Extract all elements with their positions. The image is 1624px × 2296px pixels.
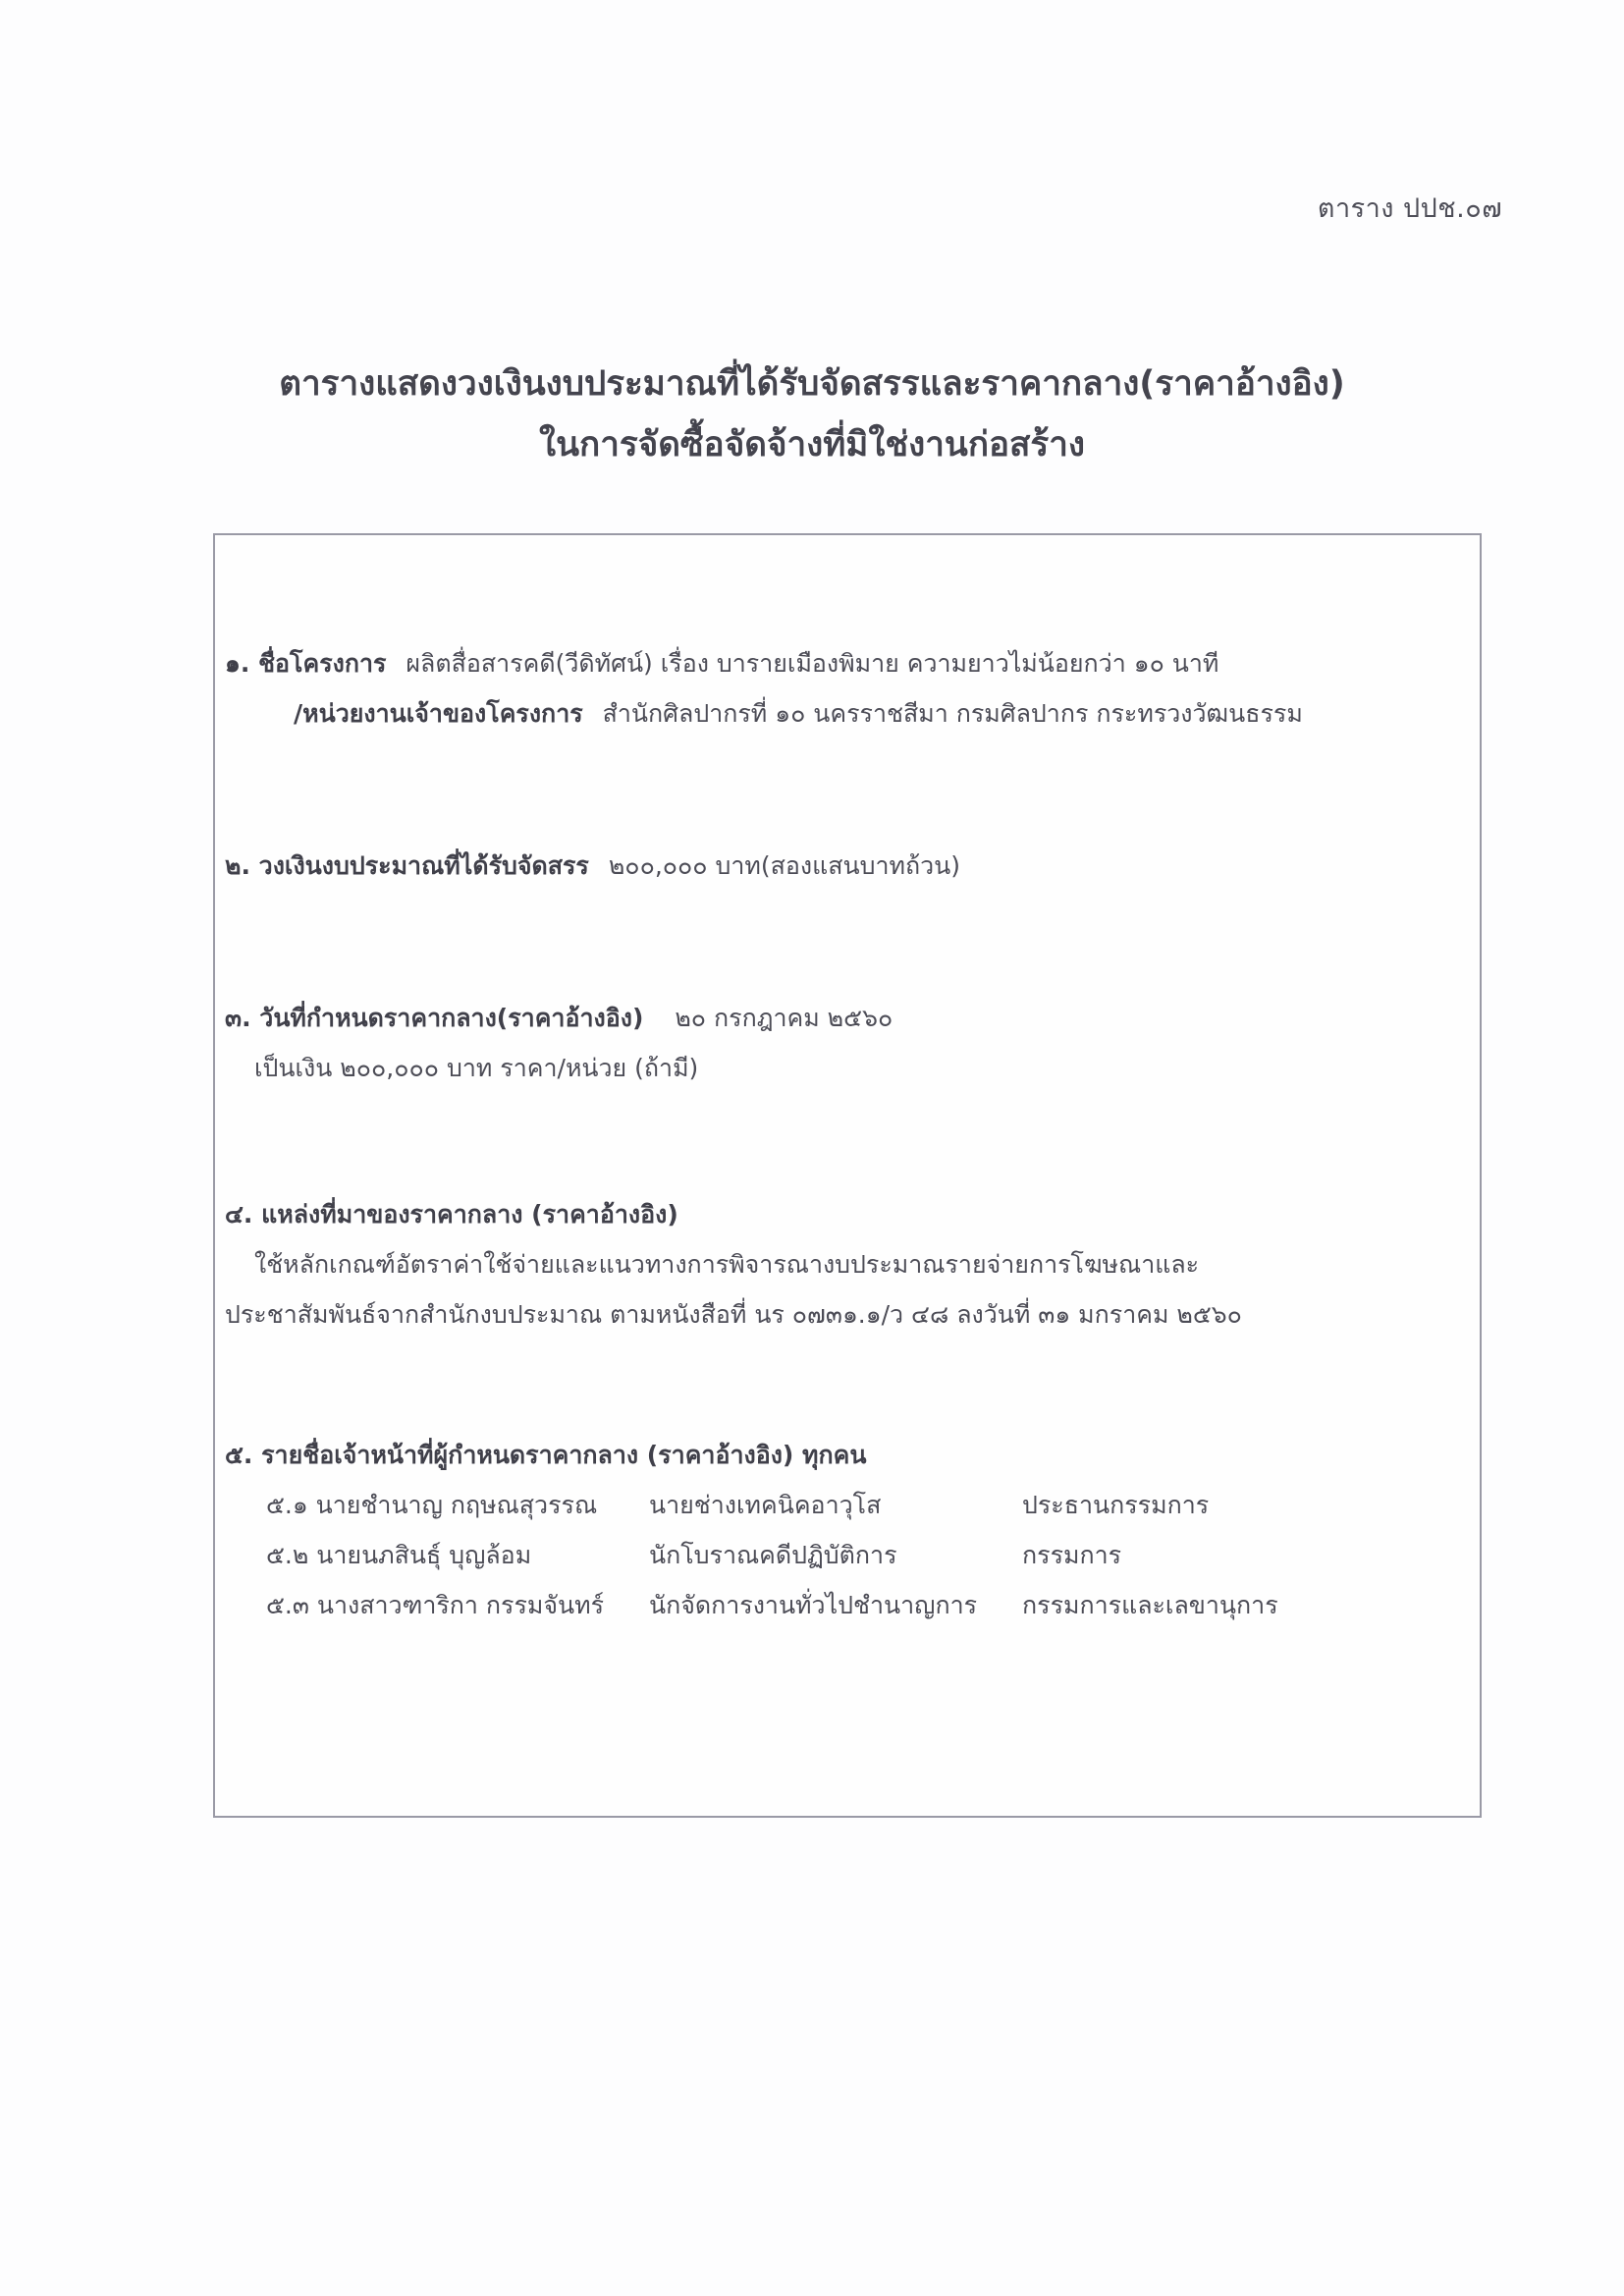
reference-date-label: ๓. วันที่กำหนดราคากลาง(ราคาอ้างอิง) (225, 1004, 644, 1032)
reference-amount: เป็นเงิน ๒๐๐,๐๐๐ บาท ราคา/หน่วย (ถ้ามี) (254, 1054, 699, 1082)
member-position: นายช่างเทคนิคอาวุโส (649, 1491, 882, 1519)
committee-label: ๕. รายชื่อเจ้าหน้าที่ผู้กำหนดราคากลาง (ราคาอ้างอิง) ทุกคน (225, 1441, 867, 1469)
member-name: ๕.๓ นางสาวฑาริกา กรรมจันทร์ (266, 1591, 605, 1619)
section-reference-date (225, 993, 893, 1093)
budget-label: ๒. วงเงินงบประมาณที่ได้รับจัดสรร (225, 851, 589, 880)
project-owner-label: /หน่วยงานเจ้าของโครงการ (294, 699, 583, 728)
member-role: กรรมการและเลขานุการ (1022, 1591, 1278, 1619)
member-name: ๕.๑ นายชำนาญ กฤษณสุวรรณ (266, 1491, 598, 1519)
document-title (0, 354, 1624, 475)
committee-member (225, 1580, 1277, 1630)
member-role: กรรมการ (1022, 1541, 1122, 1569)
member-name: ๕.๒ นายนภสินธุ์ บุญล้อม (266, 1541, 532, 1569)
section-committee (225, 1430, 1277, 1630)
budget-value: ๒๐๐,๐๐๐ บาท(สองแสนบาทถ้วน) (608, 851, 960, 880)
info-box (213, 533, 1482, 1818)
title-line-1: ตารางแสดงวงเงินงบประมาณที่ได้รับจัดสรรและราคากลาง(ราคาอ้างอิง) (279, 364, 1345, 404)
committee-member (225, 1480, 1277, 1530)
price-source-line-1: ใช้หลักเกณฑ์อัตราค่าใช้จ่ายและแนวทางการพิจารณางบประมาณรายจ่ายการโฆษณาและ (254, 1250, 1200, 1279)
section-budget (225, 841, 960, 891)
reference-date-value: ๒๐ กรกฎาคม ๒๕๖๐ (675, 1004, 893, 1032)
member-role: ประธานกรรมการ (1022, 1491, 1210, 1519)
form-code: ตาราง ปปช.๐๗ (1317, 193, 1502, 224)
section-price-source (225, 1189, 1242, 1339)
price-source-label: ๔. แหล่งที่มาของราคากลาง (ราคาอ้างอิง) (225, 1200, 678, 1229)
member-position: นักจัดการงานทั่วไปชำนาญการ (649, 1591, 978, 1619)
section-project-name (225, 638, 1303, 738)
committee-member (225, 1530, 1277, 1580)
project-name-value: ผลิตสื่อสารคดี(วีดิทัศน์) เรื่อง บารายเมืองพิมาย ความยาวไม่น้อยกว่า ๑๐ นาที (406, 649, 1219, 678)
project-name-label: ๑. ชื่อโครงการ (225, 649, 387, 678)
project-owner-value: สำนักศิลปากรที่ ๑๐ นครราชสีมา กรมศิลปากร กระทรวงวัฒนธรรม (602, 699, 1303, 728)
price-source-line-2: ประชาสัมพันธ์จากสำนักงบประมาณ ตามหนังสือที่ นร ๐๗๓๑.๑/ว ๔๘ ลงวันที่ ๓๑ มกราคม ๒๕๖๐ (225, 1300, 1242, 1329)
member-position: นักโบราณคดีปฏิบัติการ (649, 1541, 897, 1569)
title-line-2: ในการจัดซื้อจัดจ้างที่มิใช่งานก่อสร้าง (539, 425, 1085, 465)
